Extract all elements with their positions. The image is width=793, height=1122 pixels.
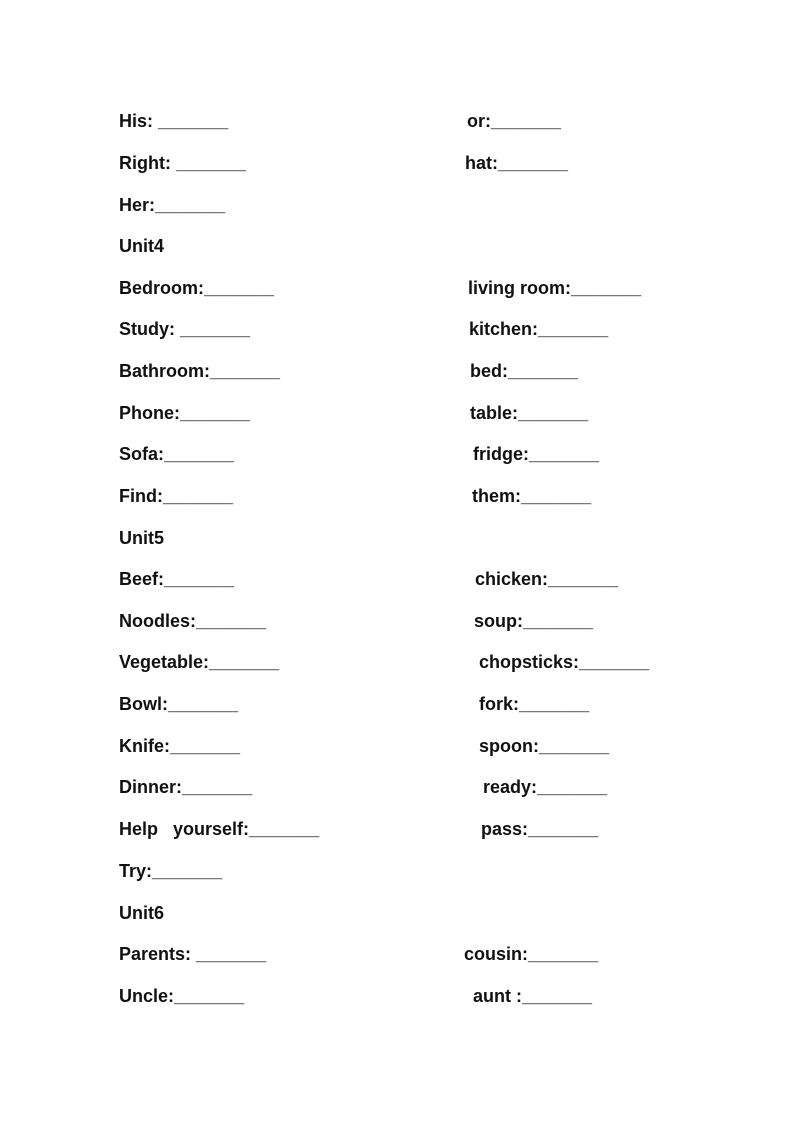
- unit-heading: Unit6: [119, 903, 164, 923]
- unit-heading: Unit5: [119, 528, 164, 548]
- vocab-item-left: Her:_______: [119, 195, 226, 215]
- vocab-item-right: fork:_______: [479, 694, 590, 714]
- vocab-row: [0, 150, 793, 176]
- vocab-row: [0, 441, 793, 467]
- vocab-item-left: Noodles:_______: [119, 611, 267, 631]
- vocab-item-left: Right: _______: [119, 153, 247, 173]
- vocab-item-left: Bedroom:_______: [119, 278, 275, 298]
- vocab-item-right: soup:_______: [474, 611, 594, 631]
- vocab-item-right: kitchen:_______: [469, 319, 609, 339]
- vocab-item-left: Parents: _______: [119, 944, 267, 964]
- vocab-item-right: pass:_______: [481, 819, 599, 839]
- vocab-row: [0, 691, 793, 717]
- vocab-item-left: Vegetable:_______: [119, 652, 280, 672]
- vocab-row: [0, 275, 793, 301]
- vocab-item-right: cousin:_______: [464, 944, 599, 964]
- vocab-item-right: aunt :_______: [473, 986, 593, 1006]
- vocab-item-left: Study: _______: [119, 319, 251, 339]
- vocab-row: [0, 941, 793, 967]
- vocab-item-left: Find:_______: [119, 486, 234, 506]
- vocab-item-right: or:_______: [467, 111, 562, 131]
- vocab-row: [0, 358, 793, 384]
- vocab-item-right: chopsticks:_______: [479, 652, 650, 672]
- vocab-item-left: Phone:_______: [119, 403, 251, 423]
- vocab-item-left: His: _______: [119, 111, 229, 131]
- vocab-item-left: Try:_______: [119, 861, 223, 881]
- vocab-item-right: chicken:_______: [475, 569, 619, 589]
- vocab-item-left: Bowl:_______: [119, 694, 239, 714]
- vocab-row: [0, 483, 793, 509]
- vocab-row: [0, 608, 793, 634]
- vocab-item-left: Uncle:_______: [119, 986, 245, 1006]
- vocab-row: [0, 108, 793, 134]
- vocab-row: [0, 649, 793, 675]
- vocab-item-left: Help yourself:_______: [119, 819, 320, 839]
- vocab-row: [0, 316, 793, 342]
- vocab-item-right: hat:_______: [465, 153, 569, 173]
- vocab-item-right: spoon:_______: [479, 736, 610, 756]
- vocab-row: [0, 192, 793, 218]
- vocab-row: [0, 733, 793, 759]
- vocab-item-left: Beef:_______: [119, 569, 235, 589]
- vocab-item-left: Knife:_______: [119, 736, 241, 756]
- vocab-item-left: Bathroom:_______: [119, 361, 281, 381]
- vocab-row: [0, 400, 793, 426]
- vocab-item-right: living room:_______: [468, 278, 642, 298]
- vocab-item-right: fridge:_______: [473, 444, 600, 464]
- unit-heading: Unit4: [119, 236, 164, 256]
- vocab-row: [0, 816, 793, 842]
- vocab-row: [0, 858, 793, 884]
- vocab-item-right: table:_______: [470, 403, 589, 423]
- vocab-row: [0, 983, 793, 1009]
- vocab-item-right: them:_______: [472, 486, 592, 506]
- vocab-item-right: ready:_______: [483, 777, 608, 797]
- vocab-row: [0, 774, 793, 800]
- vocab-row: [0, 566, 793, 592]
- vocab-item-left: Sofa:_______: [119, 444, 235, 464]
- vocab-item-right: bed:_______: [470, 361, 579, 381]
- vocab-item-left: Dinner:_______: [119, 777, 253, 797]
